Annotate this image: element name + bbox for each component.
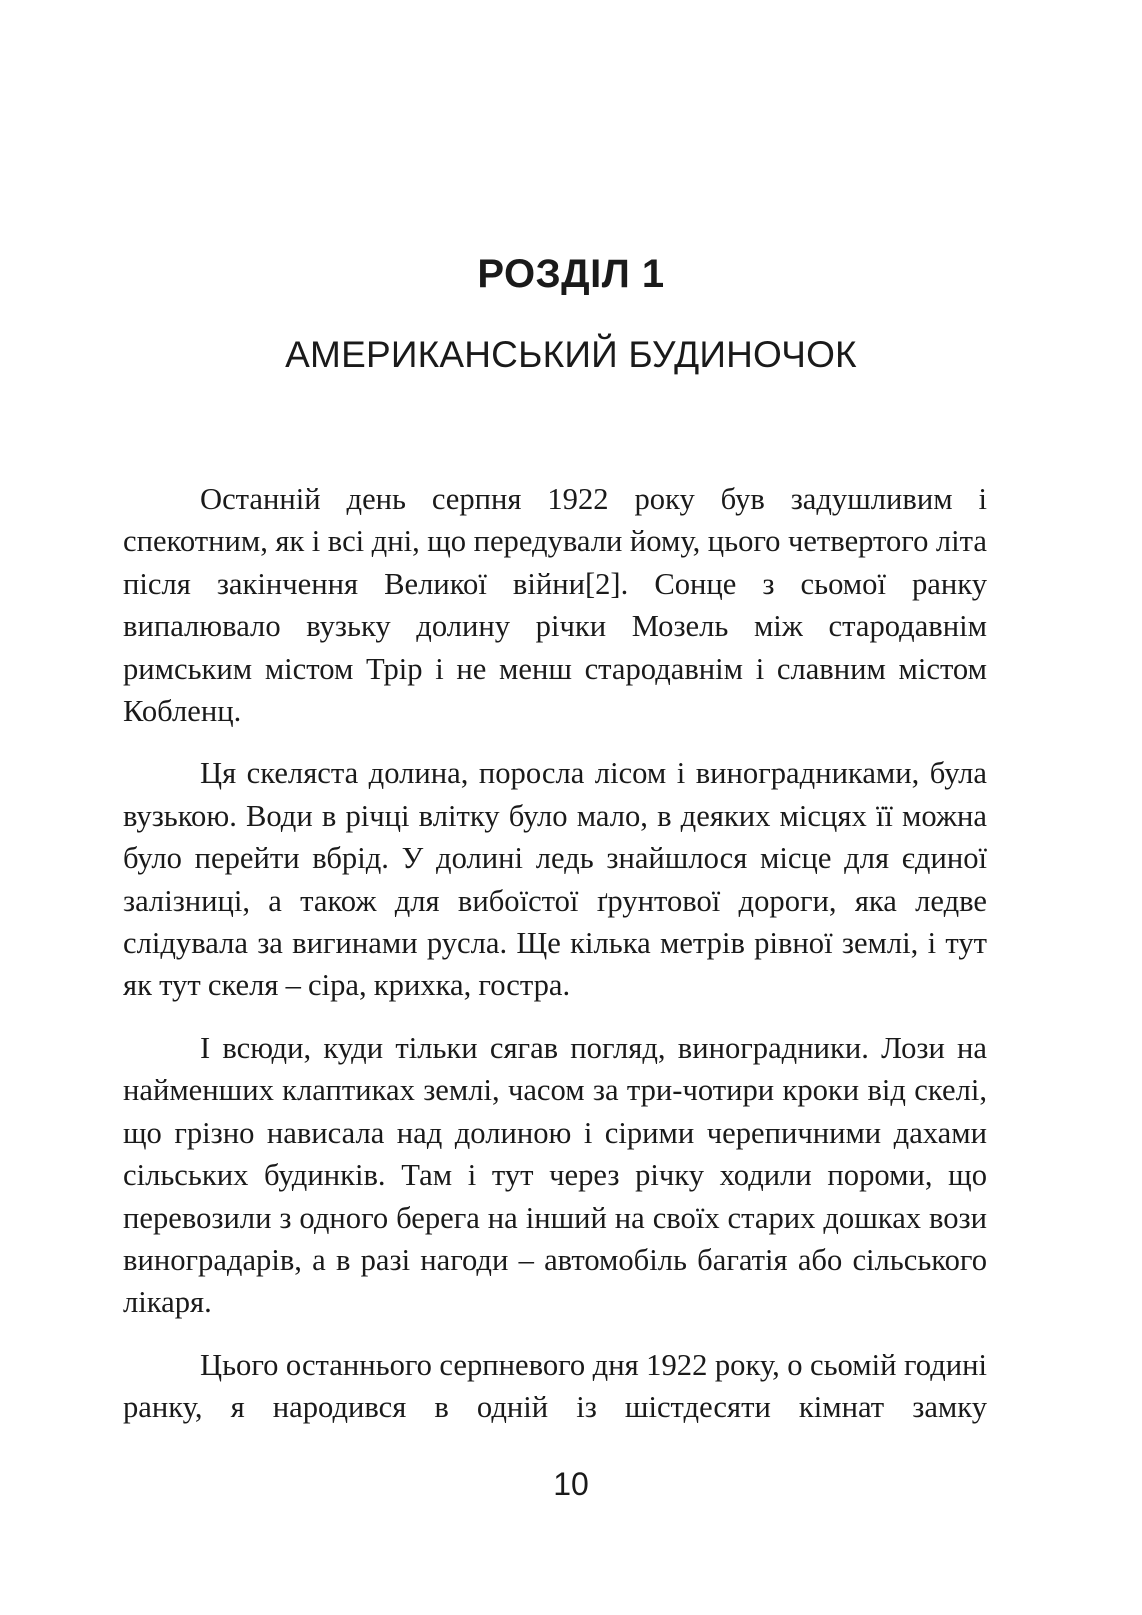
chapter-title: АМЕРИКАНСЬКИЙ БУДИНОЧОК: [285, 334, 857, 375]
body-text: [123, 478, 987, 1449]
paragraph: Ця скеляста долина, поросла лісом і виноградниками, була вузькою. Води в річці влітку було мало, в деяких місцях її можна було перейти вбрід. У долині ледь знайшлося місце для єдиної залізниці, а також для вибоїстої ґрунтової дороги, яка ледве слідувала за вигинами русла. Ще кілька метрів рівної землі, і тут як тут скеля – сіра, крихка, гостра.: [123, 756, 987, 1003]
chapter-number: РОЗДІЛ 1: [477, 252, 665, 296]
paragraph: Цього останнього серпневого дня 1922 року, о сьомій годині ранку, я народився в одній із шістдесяти кімнат замку: [123, 1347, 987, 1425]
paragraph: Останній день серпня 1922 року був задушливим і спекотним, як і всі дні, що передували йому, цього четвертого літа після закінчення Великої війни[2]. Сонце з сьомої ранку випалювало вузьку долину річки Мозель між стародавнім римським містом Трір і не менш стародавнім і славним містом Кобленц.: [123, 482, 987, 729]
paragraph: І всюди, куди тільки сягав погляд, виноградники. Лози на найменших клаптиках землі, часом за три-чотири кроки від скелі, що грізно нависала над долиною і сірими черепичними дахами сільських будинків. Там і тут через річку ходили пороми, що перевозили з одного берега на інший на своїх старих дошках вози виноградарів, а в разі нагоди – автомобіль багатія або сільського лікаря.: [123, 1030, 987, 1320]
page-number: 10: [553, 1466, 589, 1502]
